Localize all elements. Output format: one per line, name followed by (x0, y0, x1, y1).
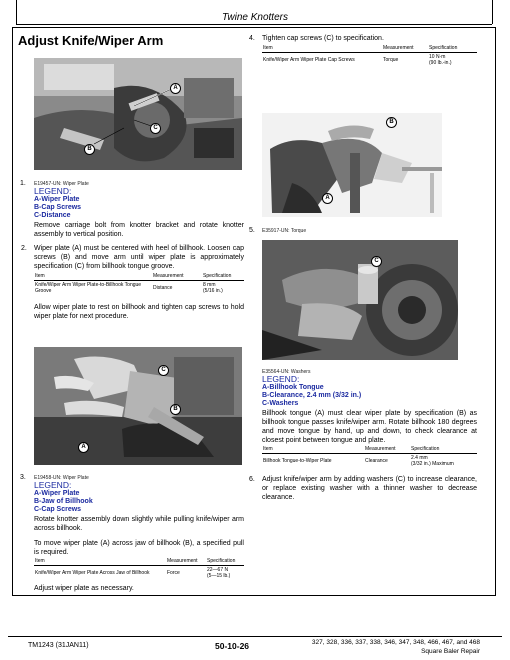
legend-item: A-Billhook Tongue (262, 384, 324, 391)
legend-step5 (262, 375, 477, 408)
col-specification: Specification (428, 45, 477, 53)
legend-item: A-Wiper Plate (34, 490, 80, 497)
footer-rule (8, 636, 502, 637)
photo-wiper-plate-2 (34, 347, 242, 465)
callout-c: C (371, 256, 382, 267)
spec-table-clearance (262, 446, 477, 468)
footer-model-list: 327, 328, 336, 337, 338, 346, 347, 348, 466, 467, and 468 (311, 639, 480, 646)
photo-washers (262, 240, 458, 360)
spec-imperial: (90 lb.-in.) (429, 60, 452, 66)
step-number: 5. (249, 227, 255, 234)
footer-doc-id: TM1243 (31JAN11) (28, 642, 89, 649)
spec-item: Knife/Wiper Arm Wiper Plate Cap Screws (263, 57, 355, 63)
step-number: 6. (249, 476, 255, 483)
page-title: Adjust Knife/Wiper Arm (18, 33, 164, 48)
spec-value (410, 454, 477, 469)
step-6 (249, 475, 477, 502)
legend-step3 (34, 481, 244, 514)
photo-torque (262, 113, 442, 217)
figure-caption: E19457-UN: Wiper Plate (34, 181, 89, 187)
step-number: 2. (21, 245, 27, 252)
legend-item: C-Washers (262, 400, 299, 407)
step-6-text: Adjust knife/wiper arm by adding washers (C) to increase clearance, or replace existing washer with a thinner washer to decrease clearance. (262, 476, 477, 501)
step-number: 1. (20, 180, 26, 187)
spec-metric: 8 mm (203, 282, 216, 288)
spec-metric: 10 N·m (429, 54, 446, 60)
spec-measurement: Force (167, 570, 180, 576)
spec-value (428, 53, 477, 68)
spec-table-force (34, 558, 244, 580)
col-item: Item (34, 558, 166, 566)
spec-imperial: (5/16 in.) (203, 288, 223, 294)
col-specification: Specification (206, 558, 244, 566)
footer-product: Square Baler Repair (421, 648, 480, 655)
spec-value (206, 566, 244, 581)
figure-caption: E35564-UN: Washers (262, 369, 311, 375)
callout-a: A (322, 193, 333, 204)
step-number: 4. (249, 35, 255, 42)
figure-caption: E35917-UN: Torque (262, 228, 307, 234)
legend-item: C-Distance (34, 212, 71, 219)
col-specification: Specification (410, 446, 477, 454)
legend-title: LEGEND: (262, 374, 300, 384)
callout-b: B (170, 404, 181, 415)
legend-item: B-Cap Screws (34, 204, 82, 211)
step-4 (249, 34, 477, 43)
footer-page-number: 50-10-26 (215, 641, 250, 651)
spec-item: Knife/Wiper Arm Wiper Plate Across Jaw of Billhook (35, 570, 150, 576)
col-measurement: Measurement (382, 45, 428, 53)
col-measurement: Measurement (152, 273, 202, 281)
photo-wiper-plate-1 (34, 58, 242, 170)
legend-title: LEGEND: (34, 186, 72, 196)
step-3-after: Adjust wiper plate as necessary. (34, 585, 134, 592)
callout-c: C (158, 365, 169, 376)
legend-item: C-Cap Screws (34, 506, 82, 513)
spec-item: Knife/Wiper Arm Wiper Plate-to-Billhook Tongue Groove (35, 282, 142, 294)
step-3-text-2: To move wiper plate (A) across jaw of billhook (B), a specified pull is required. (34, 540, 244, 556)
col-measurement: Measurement (364, 446, 410, 454)
step-1-text: Remove carriage bolt from knotter bracket and rotate knotter assembly to vertical position. (34, 222, 244, 238)
step-2 (21, 244, 244, 271)
col-item: Item (262, 45, 382, 53)
legend-item: B-Jaw of Billhook (34, 498, 93, 505)
callout-a: A (78, 442, 89, 453)
step-2-text: Wiper plate (A) must be centered with heel of billhook. Loosen cap screws (B) and move arm until wiper plate is approximately specification (C) from billhook tongue groove. (34, 245, 244, 270)
footer-models (282, 638, 480, 656)
spec-measurement: Clearance (365, 458, 388, 464)
spec-measurement: Torque (383, 57, 399, 63)
callout-c: C (150, 123, 161, 134)
legend-title: LEGEND: (34, 480, 72, 490)
step-number: 3. (20, 474, 26, 481)
col-measurement: Measurement (166, 558, 206, 566)
legend-step1 (34, 187, 244, 220)
header-rule (16, 24, 492, 25)
spec-imperial: (3/32 in.) Maximum (411, 461, 454, 467)
spec-metric: 2.4 mm (411, 455, 428, 461)
step-4-text: Tighten cap screws (C) to specification. (262, 35, 384, 42)
callout-b: B (84, 144, 95, 155)
legend-item: B-Clearance, 2.4 mm (3/32 in.) (262, 392, 362, 399)
spec-imperial: (5—15 lb.) (207, 573, 231, 579)
spec-table-torque (262, 45, 477, 67)
spec-metric: 22—67 N (207, 567, 229, 573)
spec-item: Billhook Tongue-to-Wiper Plate (263, 458, 332, 464)
section-header: Twine Knotters (222, 12, 288, 23)
legend-item: A-Wiper Plate (34, 196, 80, 203)
step-2-after: Allow wiper plate to rest on billhook and tighten cap screws to hold wiper plate for next procedure. (34, 304, 244, 320)
spec-measurement: Distance (153, 285, 173, 291)
callout-a: A (170, 83, 181, 94)
col-item: Item (34, 273, 152, 281)
spec-value (202, 281, 244, 296)
figure-caption: E19458-UN: Wiper Plate (34, 475, 89, 481)
callout-b: B (386, 117, 397, 128)
step-3-text: Rotate knotter assembly down slightly while pulling knife/wiper arm across billhook. (34, 516, 244, 532)
spec-table-distance (34, 273, 244, 295)
col-item: Item (262, 446, 364, 454)
step-5-text: Billhook tongue (A) must clear wiper plate by specification (B) as billhook tongue passes knife/wiper arm. Rotate billhook 180 degrees and move tongue by hand, up and down, to check clearance at closest point between tongue and plate. (262, 410, 477, 444)
col-specification: Specification (202, 273, 244, 281)
